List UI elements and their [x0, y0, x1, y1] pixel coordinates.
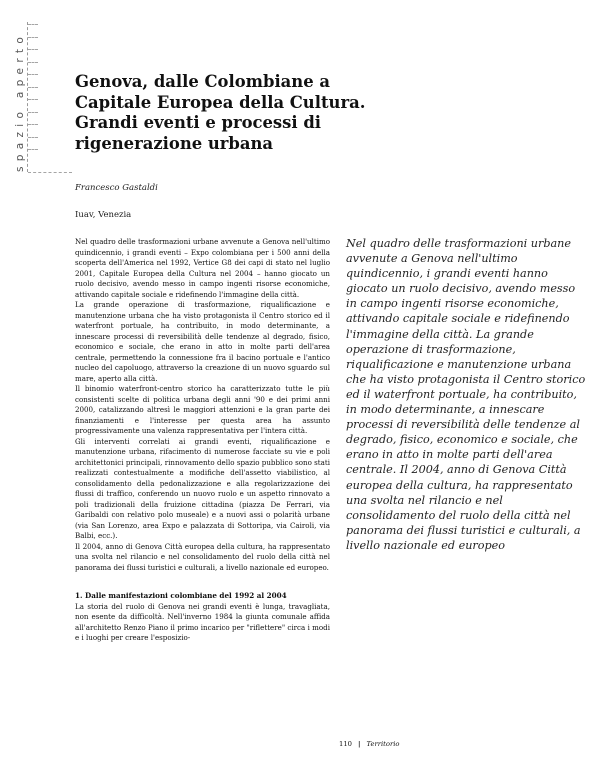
- divider: [28, 137, 38, 138]
- divider: [28, 24, 38, 25]
- page-footer: [339, 740, 400, 748]
- body-paragraph: Nel quadro delle trasformazioni urbane avvenute a Genova nell'ultimo quindicennio, i grandi eventi – Expo colombiana per i 500 anni della scoperta dell'America nel 1992, Vertice G8 dei capi di stato nel luglio 2001, Capitale Europea della Cultura nel 2004 – hanno giocato un ruolo decisivo, avendo messo in campo ingenti risorse economiche, attivando capitale sociale e ridefinendo l'immagine della città.: [75, 237, 330, 299]
- divider: [28, 74, 38, 75]
- author-affiliation: Iuav, Venezia: [75, 210, 132, 220]
- divider: [28, 87, 38, 88]
- divider: [28, 49, 38, 50]
- divider: [28, 149, 38, 150]
- divider: [28, 99, 38, 100]
- article-title: Genova, dalle Colombiane a Capitale Europea della Cultura. Grandi eventi e processi di rigenerazione urbana: [75, 72, 366, 153]
- body-paragraph: La grande operazione di trasformazione, riqualificazione e manutenzione urbana che ha visto protagonista il Centro storico ed il waterfront portuale, ha contribuito, in modo determinante, a innescare processi di reversibilità delle tendenze al degrado, fisico, economico e sociale, che erano in atto in molte parti dell'area centrale, permettendo la connessione fra il bacino portuale e l'antico nucleo del capoluogo, attraverso la creazione di un nuovo sguardo sul mare, aperto alla città.: [75, 300, 330, 383]
- abstract-text: Nel quadro delle trasformazioni urbane avvenute a Genova nell'ultimo quindicennio, i grandi eventi hanno giocato un ruolo decisivo, avendo messo in campo ingenti risorse economiche, attivando capitale sociale e ridefinendo l'immagine della città. La grande operazione di trasformazione, riqualificazione e manutenzione urbana che ha visto protagonista il Centro storico ed il waterfront portuale, ha contribuito, in modo determinante, a innescare processi di reversibilità delle tendenze al degrado, fisico, economico e sociale, che erano in atto in molte parti dell'area centrale. Il 2004, anno di Genova Città europea della cultura, ha rappresentato una svolta nel rilancio e nel consolidamento del ruolo della città nel panorama dei flussi turistici e culturali, a livello nazionale ed europeo: [346, 237, 586, 552]
- divider: [28, 124, 38, 125]
- divider: [28, 37, 38, 38]
- section-label-text: spazio aperto: [14, 31, 26, 172]
- journal-name: Territorio: [366, 740, 400, 748]
- divider: [28, 62, 38, 63]
- divider: [28, 172, 72, 173]
- divider: [28, 112, 38, 113]
- page-number: 110: [339, 740, 352, 748]
- body-paragraph: La storia del ruolo di Genova nei grandi eventi è lunga, travagliata, non esente da difficoltà. Nell'inverno 1984 la giunta comunale affida all'architetto Renzo Piano il primo incarico per "riflettere" circa i modi e i luoghi per creare l'esposizio-: [75, 601, 330, 642]
- body-paragraph: Il 2004, anno di Genova Città europea della cultura, ha rappresentato una svolta nel rilancio e nel consolidamento del ruolo della città nel panorama dei flussi turistici e culturali, a livello nazionale ed europeo.: [75, 541, 330, 572]
- body-paragraph: Gli interventi correlati ai grandi eventi, riqualificazione e manutenzione urbana, rifacimento di numerose facciate su vie e poli architettonici principali, rinnovamento dello spazio pubblico sono stati realizzati contestualmente a modifiche dell'assetto viabilistico, al consolidamento della pedonalizzazione e alla regolarizzazione dei flussi di traffico, conferendo un nuovo ruolo e un aspetto rinnovato a poli tradizionali della fruizione cittadina (piazza De Ferrari, via Garibaldi con relativo polo museale) e a nuovi assi o polarità urbane (via San Lorenzo, area Expo e palazzata di Sottoripa, via Cairoli, via Balbi, ecc.).: [75, 436, 330, 540]
- section-heading: 1. Dalle manifestazioni colombiane del 1992 al 2004: [75, 591, 287, 600]
- footer-separator: |: [357, 740, 361, 748]
- section-label: [13, 22, 28, 172]
- body-paragraph: Il binomio waterfront-centro storico ha caratterizzato tutte le più consistenti scelte di politica urbana degli anni '90 e dei primi anni 2000, catalizzando altresì le maggiori attenzioni e la gran parte dei finanziamenti e l'interesse per questa area ha assunto progressivamente una valenza rappresentativa per l'intera città.: [75, 384, 330, 435]
- author-name: Francesco Gastaldi: [75, 183, 158, 193]
- body-text-column: [75, 237, 330, 644]
